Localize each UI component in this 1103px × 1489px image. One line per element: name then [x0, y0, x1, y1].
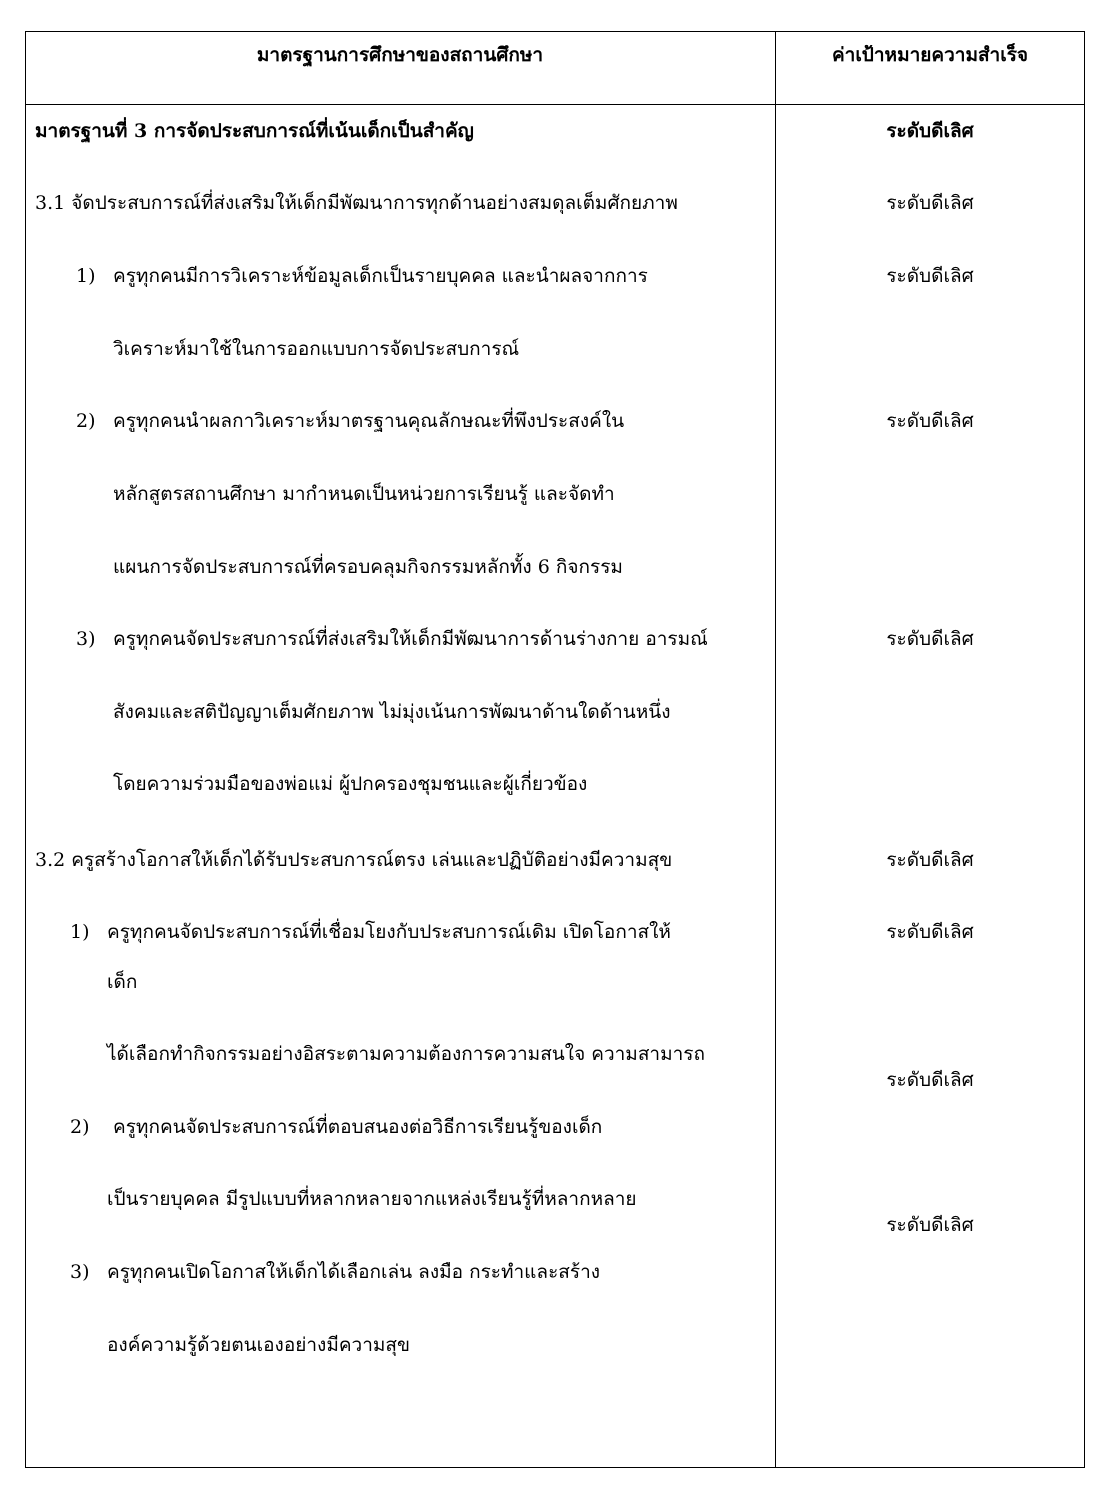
item-line: วิเคราะห์มาใช้ในการออกแบบการจัดประสบการณ์	[113, 338, 520, 360]
item-line: ครูทุกคนจัดประสบการณ์ที่เชื่อมโยงกับประสบการณ์เดิม เปิดโอกาสให้	[107, 921, 671, 943]
item-line: ได้เลือกทำกิจกรรมอย่างอิสระตามความต้องการความสนใจ ความสามารถ	[107, 1043, 705, 1065]
standards-table	[25, 31, 1085, 1468]
item-line: ครูทุกคนเปิดโอกาสให้เด็กได้เลือกเล่น ลงมือ กระทำและสร้าง	[107, 1261, 601, 1283]
item-line: ครูทุกคนนำผลกาวิเคราะห์มาตรฐานคุณลักษณะที่พึงประสงค์ใน	[113, 410, 625, 432]
header-standards: มาตรฐานการศึกษาของสถานศึกษา	[256, 44, 544, 66]
standard-level: ระดับดีเลิศ	[886, 120, 974, 142]
item-number: 2)	[70, 1116, 90, 1138]
item-number: 1)	[70, 921, 90, 943]
column-divider	[775, 31, 776, 1468]
header-divider	[25, 104, 1085, 105]
standard-title: มาตรฐานที่ 3 การจัดประสบการณ์ที่เน้นเด็กเป็นสำคัญ	[35, 120, 474, 142]
item-line: หลักสูตรสถานศึกษา มากำหนดเป็นหน่วยการเรียนรู้ และจัดทำ	[113, 483, 615, 505]
section-title: 3.1 จัดประสบการณ์ที่ส่งเสริมให้เด็กมีพัฒนาการทุกด้านอย่างสมดุลเต็มศักยภาพ	[35, 192, 678, 214]
item-level: ระดับดีเลิศ	[886, 1214, 974, 1236]
section-title: 3.2 ครูสร้างโอกาสให้เด็กได้รับประสบการณ์ตรง เล่นและปฏิบัติอย่างมีความสุข	[35, 849, 673, 871]
section-level: ระดับดีเลิศ	[886, 192, 974, 214]
item-line: เป็นรายบุคคล มีรูปแบบที่หลากหลายจากแหล่งเรียนรู้ที่หลากหลาย	[107, 1188, 637, 1210]
section-level: ระดับดีเลิศ	[886, 849, 974, 871]
item-level: ระดับดีเลิศ	[886, 628, 974, 650]
item-line: ครูทุกคนจัดประสบการณ์ที่ส่งเสริมให้เด็กมีพัฒนาการด้านร่างกาย อารมณ์	[113, 628, 708, 650]
item-line: โดยความร่วมมือของพ่อแม่ ผู้ปกครองชุมชนและผู้เกี่ยวข้อง	[113, 773, 588, 795]
item-number: 3)	[70, 1261, 90, 1283]
item-line: เด็ก	[107, 971, 138, 993]
item-number: 2)	[76, 410, 96, 432]
item-level: ระดับดีเลิศ	[886, 410, 974, 432]
item-level: ระดับดีเลิศ	[886, 1069, 974, 1091]
header-target: ค่าเป้าหมายความสำเร็จ	[831, 44, 1029, 66]
item-line: ครูทุกคนจัดประสบการณ์ที่ตอบสนองต่อวิธีการเรียนรู้ของเด็ก	[113, 1116, 603, 1138]
item-line: ครูทุกคนมีการวิเคราะห์ข้อมูลเด็กเป็นรายบุคคล และนำผลจากการ	[113, 265, 648, 287]
item-number: 3)	[76, 628, 96, 650]
item-line: แผนการจัดประสบการณ์ที่ครอบคลุมกิจกรรมหลักทั้ง 6 กิจกรรม	[113, 556, 623, 578]
item-line: องค์ความรู้ด้วยตนเองอย่างมีความสุข	[107, 1334, 410, 1356]
item-number: 1)	[76, 265, 96, 287]
item-level: ระดับดีเลิศ	[886, 921, 974, 943]
item-line: สังคมและสติปัญญาเต็มศักยภาพ ไม่มุ่งเน้นการพัฒนาด้านใดด้านหนึ่ง	[113, 701, 671, 723]
item-level: ระดับดีเลิศ	[886, 265, 974, 287]
